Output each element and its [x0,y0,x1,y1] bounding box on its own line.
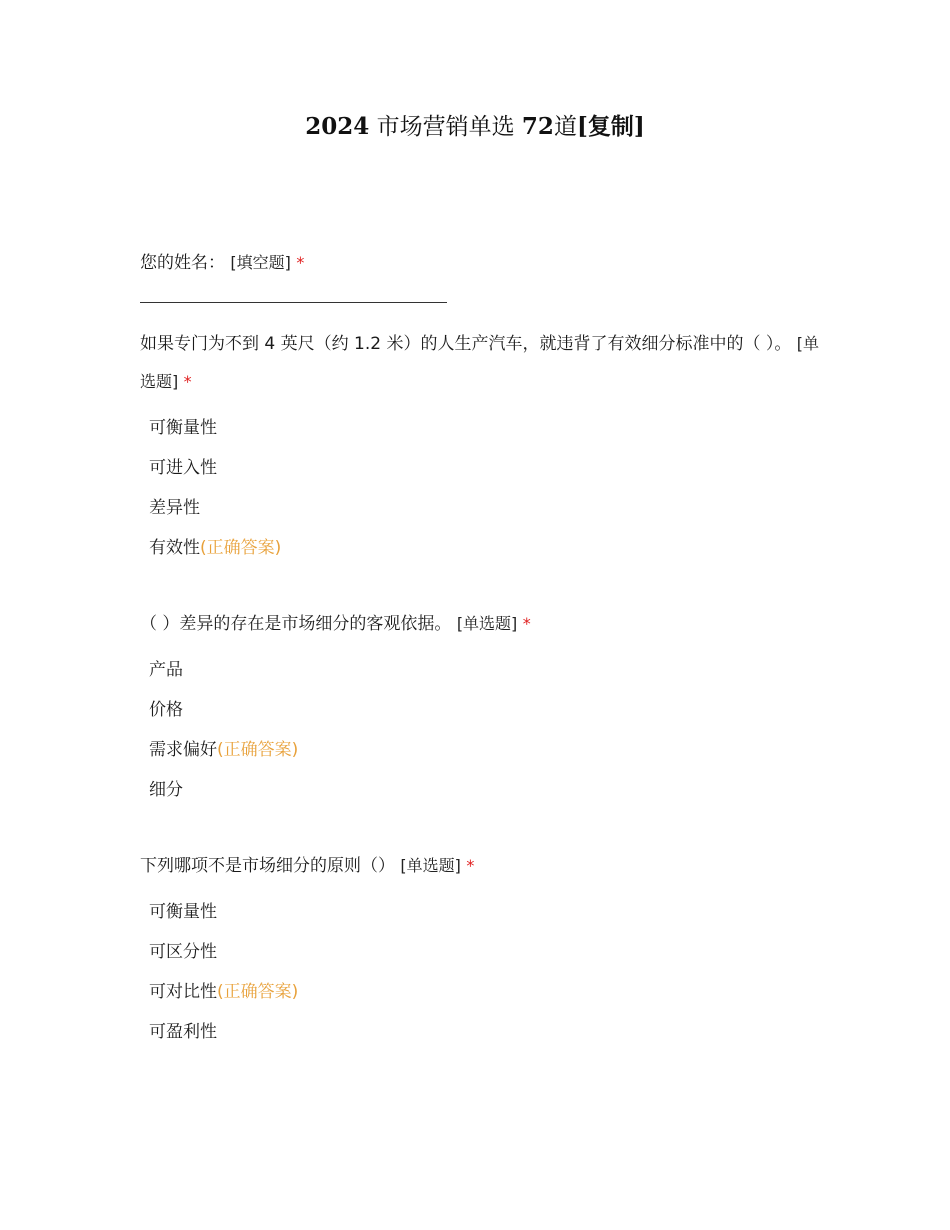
option-label: 可衡量性 [149,418,217,438]
option-label: 有效性 [149,538,200,558]
name-question-text [140,244,820,282]
option-item[interactable] [149,730,820,770]
option-label: 需求偏好 [149,740,217,760]
question-type: [单选题] [400,856,461,875]
correct-answer-tag: (正确答案) [217,740,299,760]
option-label: 细分 [149,780,183,800]
option-item[interactable] [149,972,820,1012]
title-count: 72 [521,113,554,140]
option-label: 可对比性 [149,982,217,1002]
required-mark: * [296,253,305,272]
required-mark: * [466,856,475,875]
name-answer-field[interactable] [140,302,447,303]
question-1 [140,325,820,568]
option-label: 价格 [149,700,183,720]
title-copy-tag: [复制] [576,113,645,140]
name-question [140,244,820,303]
page-title [0,112,950,142]
question-2 [140,605,820,810]
option-item[interactable] [149,528,820,568]
question-text [140,325,820,401]
option-label: 可盈利性 [149,1022,217,1042]
question-type: [单选题] [140,334,820,391]
title-text: 市场营销单选 [376,114,515,140]
question-stem: 如果专门为不到 4 英尺（约 1.2 米）的人生产汽车，就违背了有效细分标准中的（ ）。 [140,334,792,354]
option-label: 可进入性 [149,458,217,478]
question-stem: 下列哪项不是市场细分的原则（） [140,856,395,876]
required-mark: * [183,372,192,391]
correct-answer-tag: (正确答案) [200,538,282,558]
option-item[interactable] [149,650,820,690]
title-unit: 道 [553,114,577,140]
question-stem: （ ）差异的存在是市场细分的客观依据。 [140,614,452,634]
option-item[interactable] [149,408,820,448]
option-item[interactable] [149,690,820,730]
option-list [140,650,820,810]
question-text [140,847,820,885]
question-text [140,605,820,643]
option-label: 差异性 [149,498,200,518]
option-item[interactable] [149,1012,820,1052]
option-list [140,408,820,568]
option-item[interactable] [149,488,820,528]
required-mark: * [522,614,531,633]
option-item[interactable] [149,932,820,972]
question-type: [填空题] [230,253,291,272]
option-list [140,892,820,1052]
option-label: 可区分性 [149,942,217,962]
correct-answer-tag: (正确答案) [217,982,299,1002]
title-year: 2024 [305,113,370,140]
question-type: [单选题] [456,614,518,633]
option-item[interactable] [149,448,820,488]
option-label: 产品 [149,660,183,680]
question-3 [140,847,820,1052]
option-label: 可衡量性 [149,902,217,922]
name-question-label: 您的姓名： [140,253,225,273]
option-item[interactable] [149,892,820,932]
option-item[interactable] [149,770,820,810]
